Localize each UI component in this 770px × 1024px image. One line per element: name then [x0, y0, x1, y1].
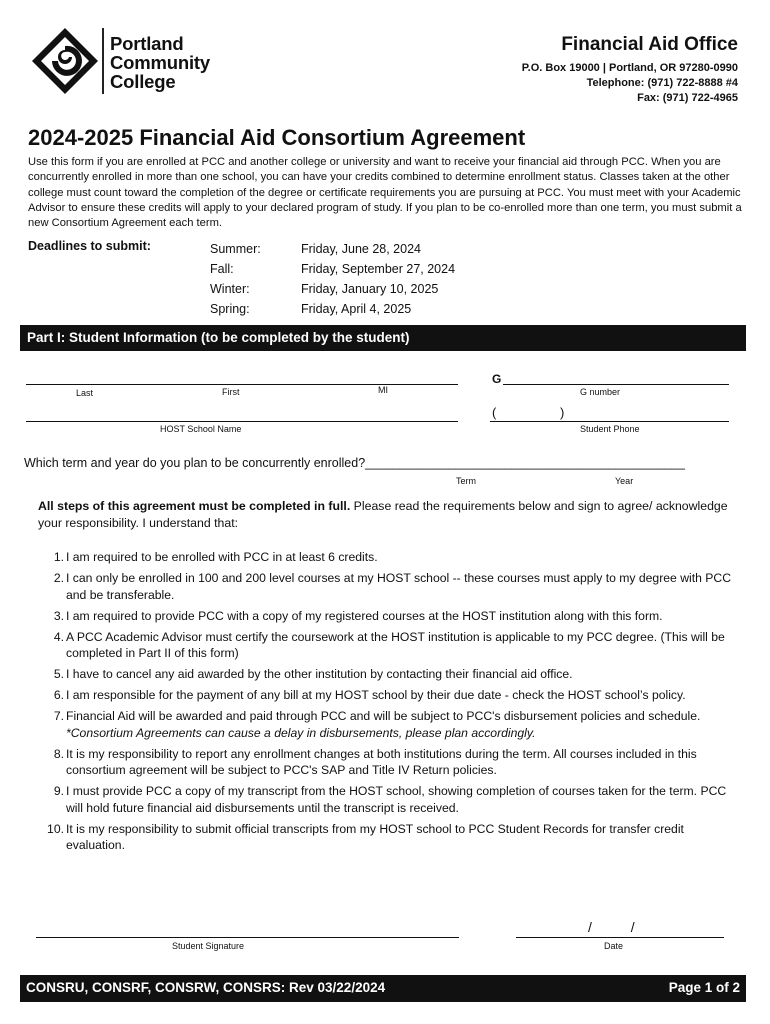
item-text: A PCC Academic Advisor must certify the coursework at the HOST institution is applicable to my PCC degree. (This will be completed in Part II of this form) — [66, 629, 725, 660]
steps-intro — [38, 498, 738, 532]
item-note: *Consortium Agreements can cause a delay in disbursements, please plan accordingly. — [66, 725, 536, 740]
office-fax: Fax: (971) 722-4965 — [637, 92, 738, 104]
item-text: It is my responsibility to submit official transcripts from my HOST school to PCC Student Records for transfer credit evaluation. — [66, 821, 684, 852]
logo-divider — [102, 28, 104, 94]
mi-label: MI — [378, 385, 388, 395]
item-text: Financial Aid will be awarded and paid through PCC and will be subject to PCC's disbursement policies and schedule. — [66, 709, 701, 723]
deadline-term: Winter: — [210, 282, 250, 296]
g-number-label: G number — [580, 387, 621, 397]
deadline-date: Friday, September 27, 2024 — [301, 262, 456, 276]
phone-open-paren: ( — [492, 405, 497, 420]
deadline-term: Summer: — [210, 242, 261, 256]
item-number: 10. — [47, 821, 64, 836]
list-item — [53, 708, 746, 741]
student-signature-label: Student Signature — [172, 941, 245, 951]
pcc-spiral-logo-icon — [30, 26, 100, 96]
list-item — [53, 570, 746, 603]
item-number: 6. — [53, 688, 64, 702]
requirements-list — [47, 549, 746, 858]
intro-paragraph: Use this form if you are enrolled at PCC and another college or university and want to receive your financial aid through PCC. When you are concurrently enrolled in more than one school, you can have your credits combined to determine enrollment status. Classes taken at the other college must count toward the completion of the degree or certificate requirements you are pursuing at PCC. You must meet with your Academic Advisor to ensure these credits will apply to your declared program of study. If you plan to be co-enrolled more than one term, you must submit a new Consortium Agreement each term. — [28, 156, 742, 230]
deadline-terms — [210, 239, 261, 319]
logo-line-2: Community — [110, 52, 210, 73]
steps-intro-rest: Please read the requirements below and sign to agree/ acknowledge your responsibility. I understand that: — [38, 499, 728, 530]
item-text: I must provide PCC a copy of my transcript from the HOST school, showing completion of courses taken for the term. PCC will hold future financial aid disbursements until the transcript is received. — [66, 784, 727, 815]
g-prefix: G — [492, 372, 502, 386]
date-label: Date — [604, 941, 624, 951]
list-item — [53, 608, 746, 625]
item-number: 2. — [53, 571, 64, 585]
deadline-term: Fall: — [210, 262, 234, 276]
office-address: P.O. Box 19000 | Portland, OR 97280-0990 — [521, 62, 738, 74]
item-text: I am required to be enrolled with PCC in at least 6 credits. — [66, 550, 378, 564]
pcc-logo — [30, 26, 100, 96]
office-name: Financial Aid Office — [561, 34, 738, 55]
deadline-date: Friday, June 28, 2024 — [301, 242, 421, 256]
college-name — [110, 34, 210, 91]
student-phone-field[interactable] — [490, 421, 729, 422]
year-label: Year — [615, 476, 634, 486]
host-school-field[interactable] — [26, 421, 458, 422]
list-item — [53, 783, 746, 816]
logo-line-1: Portland — [110, 33, 184, 54]
date-field[interactable] — [516, 937, 724, 938]
steps-intro-bold: All steps of this agreement must be completed in full. — [38, 499, 351, 513]
deadlines-label: Deadlines to submit: — [28, 239, 151, 253]
phone-close-paren: ) — [560, 405, 565, 420]
name-field[interactable] — [26, 384, 458, 385]
first-label: First — [222, 387, 240, 397]
item-number: 1. — [53, 550, 64, 564]
item-number: 8. — [53, 746, 64, 761]
logo-line-3: College — [110, 71, 176, 92]
student-signature-field[interactable] — [36, 937, 459, 938]
host-school-label: HOST School Name — [160, 424, 242, 434]
deadline-date: Friday, January 10, 2025 — [301, 282, 439, 296]
deadline-dates — [301, 239, 455, 319]
g-number-field[interactable] — [503, 384, 729, 385]
list-item — [53, 746, 746, 779]
form-code: CONSRU, CONSRF, CONSRW, CONSRS: Rev 03/22/2024 — [26, 980, 386, 995]
list-item — [53, 629, 746, 662]
item-number: 3. — [53, 608, 64, 623]
list-item — [53, 666, 746, 683]
item-number: 7. — [53, 709, 64, 723]
item-text: I have to cancel any aid awarded by the other institution by contacting their financial aid office. — [66, 667, 573, 681]
item-text: I can only be enrolled in 100 and 200 level courses at my HOST school -- these courses must apply to my degree with PCC and be transferable. — [66, 571, 731, 602]
date-slashes: / / — [588, 919, 635, 935]
item-text: It is my responsibility to report any enrollment changes at both institutions during the term. All courses included in this consortium agreement will be subject to PCC's SAP and Title IV Return policies. — [66, 746, 697, 777]
deadline-date: Friday, April 4, 2025 — [301, 302, 412, 316]
page-title: 2024-2025 Financial Aid Consortium Agreement — [28, 125, 526, 150]
term-label: Term — [456, 476, 476, 486]
item-number: 4. — [53, 629, 64, 644]
list-item — [53, 549, 746, 566]
item-text: I am responsible for the payment of any bill at my HOST school by their due date - check the HOST school’s policy. — [66, 688, 686, 702]
term-year-question[interactable]: Which term and year do you plan to be concurrently enrolled?______________________________________________ — [24, 456, 685, 470]
list-item — [47, 821, 746, 854]
item-text: I am required to provide PCC with a copy of my registered courses at the HOST institution along with this form. — [66, 608, 663, 623]
deadline-term: Spring: — [210, 302, 250, 316]
office-contact — [522, 34, 738, 106]
last-label: Last — [76, 388, 94, 398]
list-item — [53, 687, 746, 704]
form-footer — [20, 975, 746, 1002]
item-number: 9. — [53, 784, 64, 798]
part1-heading: Part I: Student Information (to be completed by the student) — [20, 325, 746, 351]
office-telephone: Telephone: (971) 722-8888 #4 — [586, 77, 738, 89]
student-phone-label: Student Phone — [580, 424, 640, 434]
item-number: 5. — [53, 667, 64, 681]
page-number: Page 1 of 2 — [668, 980, 740, 995]
